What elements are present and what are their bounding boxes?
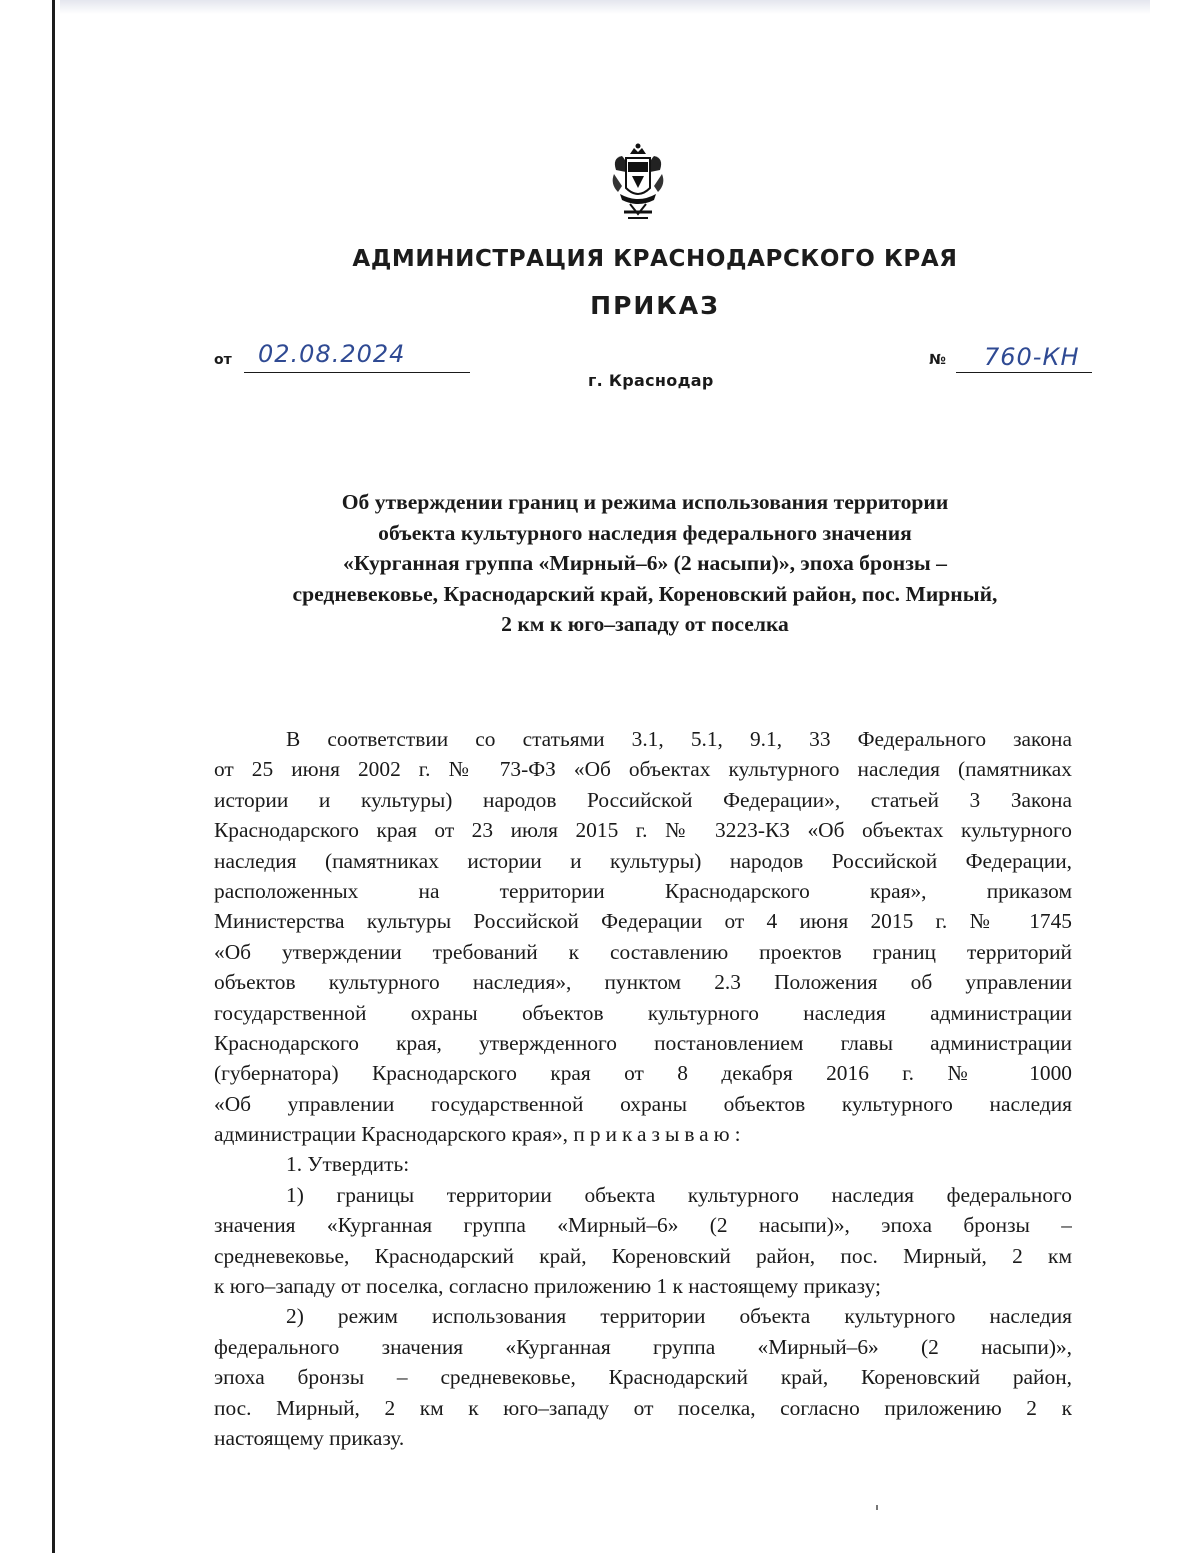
document-body bbox=[214, 724, 1072, 1453]
organization-name: АДМИНИСТРАЦИЯ КРАСНОДАРСКОГО КРАЯ bbox=[352, 246, 958, 272]
document-title bbox=[205, 487, 1085, 640]
body-text-fragment: администрации Краснодарского края», bbox=[214, 1122, 569, 1147]
body-line: пос. Мирный, 2 км к юго–западу от поселка, согласно приложению 2 к bbox=[214, 1395, 1072, 1420]
number-prefix: № bbox=[929, 352, 946, 368]
body-line: расположенных на территории Краснодарского края», приказом bbox=[214, 878, 1072, 903]
title-line: объекта культурного наследия федерального значения bbox=[378, 520, 912, 545]
body-line: «Об утверждении требований к составлению проектов границ территорий bbox=[214, 939, 1072, 964]
body-line: Министерства культуры Российской Федерации от 4 июня 2015 г. № 1745 bbox=[214, 909, 1072, 934]
date-underline bbox=[244, 372, 470, 373]
scan-shadow bbox=[60, 0, 1150, 14]
coat-of-arms-icon bbox=[610, 142, 666, 222]
date-prefix: от bbox=[214, 352, 232, 368]
city: г. Краснодар bbox=[588, 371, 714, 390]
body-line: В соответствии со статьями 3.1, 5.1, 9.1, 33 Федерального закона bbox=[286, 727, 1072, 751]
body-line: значения «Курганная группа «Мирный–6» (2 насыпи)», эпоха бронзы – bbox=[214, 1213, 1072, 1238]
scan-speck bbox=[876, 1505, 878, 1510]
body-line: объектов культурного наследия», пунктом 2.3 Положения об управлении bbox=[214, 970, 1072, 995]
body-line: Краснодарского края, утвержденного постановлением главы администрации bbox=[214, 1030, 1072, 1055]
body-line: истории и культуры) народов Российской Федерации», статьей 3 Закона bbox=[214, 787, 1072, 812]
order-keyword: приказываю: bbox=[573, 1122, 746, 1147]
body-line: наследия (памятниках истории и культуры) народов Российской Федерации, bbox=[214, 848, 1072, 873]
body-line: эпоха бронзы – средневековье, Краснодарский край, Кореновский район, bbox=[214, 1365, 1072, 1390]
body-line: 1. Утвердить: bbox=[286, 1152, 410, 1177]
body-line: 2) режим использования территории объекта культурного наследия bbox=[286, 1304, 1072, 1329]
date-handwritten: 02.08.2024 bbox=[258, 340, 406, 368]
title-line: 2 км к юго–западу от поселка bbox=[501, 612, 789, 636]
body-line: Краснодарского края от 23 июля 2015 г. № 3223-КЗ «Об объектах культурного bbox=[214, 818, 1072, 843]
body-line: настоящему приказу. bbox=[214, 1425, 405, 1450]
number-underline bbox=[956, 372, 1092, 373]
body-line: средневековье, Краснодарский край, Кореновский район, пос. Мирный, 2 км bbox=[214, 1243, 1072, 1268]
body-line: «Об управлении государственной охраны объектов культурного наследия bbox=[214, 1091, 1072, 1116]
body-line bbox=[214, 1119, 1072, 1149]
body-line: (губернатора) Краснодарского края от 8 декабря 2016 г. № 1000 bbox=[214, 1061, 1072, 1086]
body-line: к юго–западу от поселка, согласно приложению 1 к настоящему приказу; bbox=[214, 1274, 881, 1299]
body-line: от 25 июня 2002 г. № 73-ФЗ «Об объектах культурного наследия (памятниках bbox=[214, 757, 1072, 782]
title-line: средневековье, Краснодарский край, Кореновский район, пос. Мирный, bbox=[292, 581, 998, 606]
title-line: «Курганная группа «Мирный–6» (2 насыпи)», эпоха бронзы – bbox=[343, 551, 947, 575]
scan-edge bbox=[52, 0, 55, 1553]
body-line: федерального значения «Курганная группа «Мирный–6» (2 насыпи)», bbox=[214, 1334, 1072, 1359]
title-line: Об утверждении границ и режима использования территории bbox=[341, 490, 949, 514]
body-line: государственной охраны объектов культурного наследия администрации bbox=[214, 1000, 1072, 1025]
number-handwritten: 760-КН bbox=[984, 343, 1080, 371]
body-line: 1) границы территории объекта культурного наследия федерального bbox=[286, 1182, 1072, 1207]
document-type: ПРИКАЗ bbox=[590, 291, 720, 320]
